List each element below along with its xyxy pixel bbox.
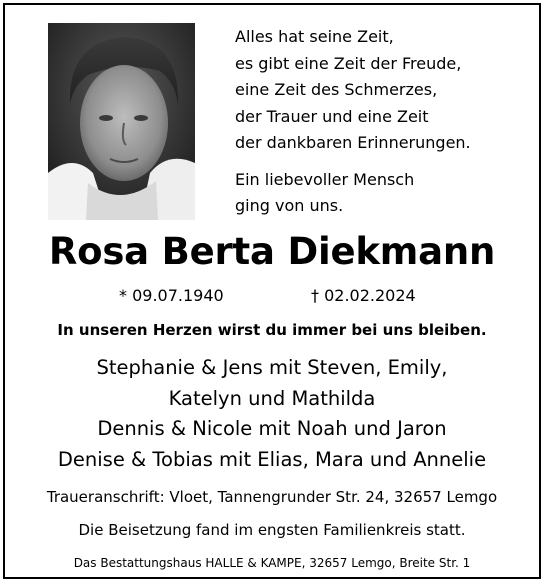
funeral-home: Das Bestattungshaus HALLE & KAMPE, 32657 Lemgo, Breite Str. 1 <box>73 556 471 570</box>
poem-line: der Trauer und eine Zeit <box>235 106 429 126</box>
death-date: † 02.02.2024 <box>311 286 416 305</box>
mourning-address: Traueranschrift: Vloet, Tannengrunder Str. 24, 32657 Lemgo <box>46 488 498 506</box>
family-line: Dennis & Nicole mit Noah und Jaron <box>97 417 447 440</box>
obituary-card <box>3 3 541 579</box>
deceased-name: Rosa Berta Diekmann <box>48 230 496 273</box>
family-line: Stephanie & Jens mit Steven, Emily, <box>96 356 448 379</box>
birth-date: * 09.07.1940 <box>119 286 224 305</box>
poem-line: es gibt eine Zeit der Freude, <box>235 53 462 73</box>
poem-line: Alles hat seine Zeit, <box>235 27 394 46</box>
poem-gap <box>235 157 535 167</box>
poem-line: eine Zeit des Schmerzes, <box>235 80 438 99</box>
family-list <box>5 353 539 475</box>
poem-line: der dankbaren Erinnerungen. <box>235 133 471 152</box>
memorial-motto: In unseren Herzen wirst du immer bei uns bleiben. <box>57 321 487 339</box>
poem <box>235 24 535 220</box>
burial-note: Die Beisetzung fand im engsten Familienkreis statt. <box>78 521 466 539</box>
family-line: Katelyn und Mathilda <box>168 386 376 410</box>
poem-line: Ein liebevoller Mensch <box>235 169 415 189</box>
portrait-photo <box>48 23 195 220</box>
family-line: Denise & Tobias mit Elias, Mara und Annelie <box>57 447 487 471</box>
poem-line: ging von uns. <box>235 196 344 215</box>
life-dates <box>5 286 539 310</box>
